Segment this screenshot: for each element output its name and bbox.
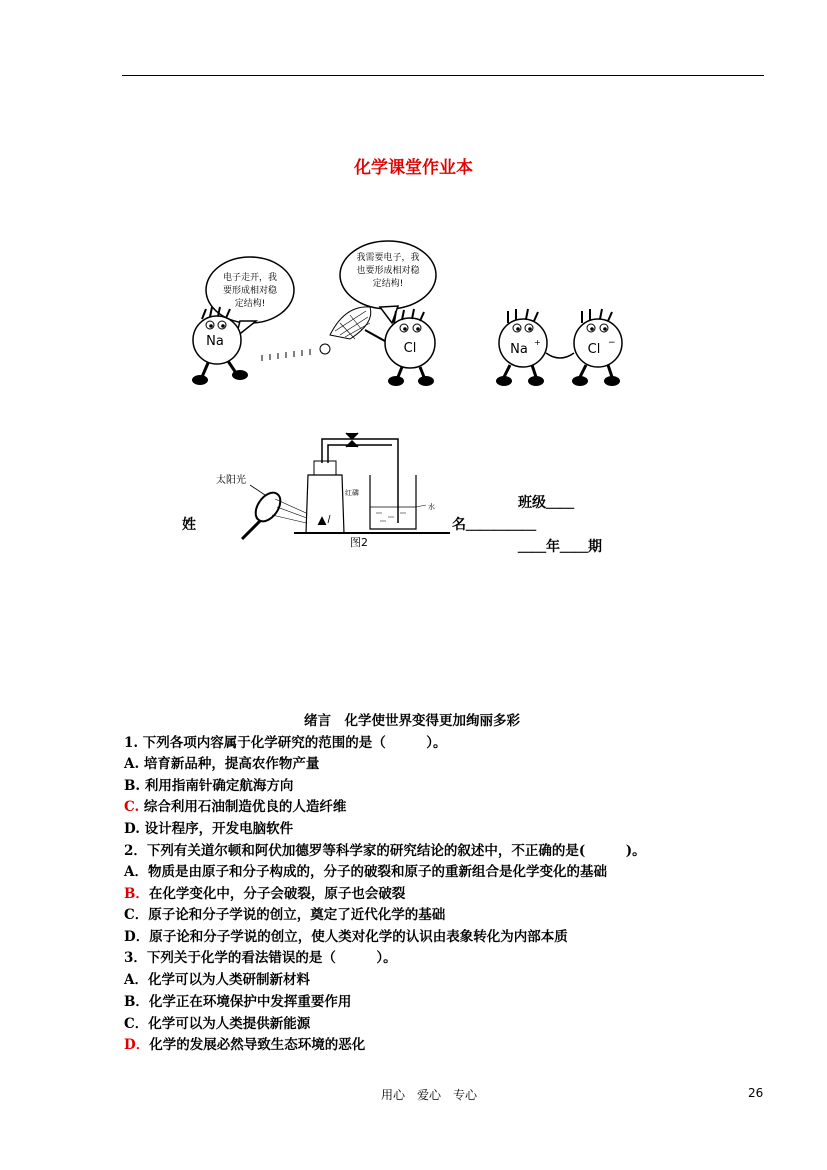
- ion-cartoon-illustration: [170, 235, 640, 395]
- flask-icon: [306, 461, 344, 533]
- ion-na-label: Na: [510, 342, 528, 357]
- option-row[interactable]: [124, 1012, 310, 1032]
- option-row[interactable]: [124, 968, 310, 988]
- atom-cl-label: Cl: [403, 341, 417, 356]
- option-row[interactable]: [124, 990, 351, 1010]
- surname-label: 姓: [182, 517, 196, 533]
- phosphorus-label: 红磷: [345, 489, 359, 497]
- sun-label: 太阳光: [216, 475, 246, 486]
- option-row[interactable]: [124, 1033, 365, 1053]
- holding-hands: [546, 353, 574, 358]
- bubble-na-line: 电子走开，我: [222, 273, 278, 283]
- question-stem: 1. 下列各项内容属于化学研究的范围的是（ ）。: [124, 735, 447, 751]
- option-text: 化学正在环境保护中发挥重要作用: [148, 994, 352, 1010]
- magnifying-glass-icon: [242, 488, 285, 539]
- option-letter: C．: [124, 907, 149, 923]
- option-row[interactable]: [124, 925, 568, 945]
- option-row[interactable]: [124, 774, 293, 794]
- name-field[interactable]: 名＿＿＿＿＿: [452, 517, 536, 533]
- option-row[interactable]: [124, 752, 319, 772]
- answer-letter: B．: [124, 886, 149, 902]
- water-label: 水: [428, 503, 435, 511]
- question-stem: 2．下列有关道尔顿和阿伏加德罗等科学家的研究结论的叙述中，不正确的是( )。: [124, 843, 646, 859]
- answer-letter: C.: [124, 799, 140, 815]
- option-text: 物质是由原子和分子构成的，分子的破裂和原子的重新组合是化学变化的基础: [147, 864, 607, 880]
- option-row[interactable]: [124, 795, 346, 815]
- option-text: 在化学变化中，分子会破裂，原子也会破裂: [148, 886, 406, 902]
- bubble-na-line: 定结构!: [234, 299, 266, 309]
- figure-caption: 图2: [350, 536, 368, 549]
- date-field[interactable]: ＿＿年＿＿期: [518, 539, 602, 555]
- section-heading: 绪言 化学使世界变得更加绚丽多彩: [304, 713, 520, 729]
- ion-na-charge: +: [534, 338, 541, 347]
- bubble-cl-line: 也要形成相对稳: [356, 266, 420, 276]
- bubble-cl-line: 定结构!: [372, 279, 404, 289]
- beaker-icon: [370, 475, 416, 529]
- page-number: 26: [748, 1086, 764, 1100]
- option-letter: B.: [124, 778, 141, 794]
- class-field[interactable]: 班级＿＿: [518, 495, 574, 511]
- option-text: 原子论和分子学说的创立，使人类对化学的认识由表象转化为内部本质: [149, 929, 568, 945]
- page-title: 化学课堂作业本: [354, 158, 473, 178]
- bubble-cl-line: 我需要电子，我: [356, 253, 420, 263]
- ion-cl-label: Cl: [587, 342, 601, 357]
- electron-trail: [262, 344, 330, 361]
- answer-letter: D．: [124, 1037, 150, 1053]
- option-text: 化学可以为人类研制新材料: [147, 972, 310, 988]
- question-stem: 3．下列关于化学的看法错误的是（ ）。: [124, 950, 397, 966]
- option-text: 培育新品种，提高农作物产量: [139, 756, 320, 772]
- header-rule: [122, 75, 764, 76]
- option-row[interactable]: [124, 903, 445, 923]
- option-text: 利用指南针确定航海方向: [140, 778, 294, 794]
- option-letter: D．: [124, 929, 150, 945]
- option-text: 综合利用石油制造优良的人造纤维: [139, 799, 347, 815]
- clamp-icon: [346, 433, 358, 447]
- option-letter: A.: [124, 756, 140, 772]
- ion-cl-charge: −: [608, 338, 616, 348]
- cl-ion-character: [572, 309, 622, 386]
- option-letter: D.: [124, 821, 140, 837]
- apparatus-diagram: [210, 425, 455, 555]
- option-text: 化学的发展必然导致生态环境的恶化: [149, 1037, 366, 1053]
- option-text: 原子论和分子学说的创立，奠定了近代化学的基础: [148, 907, 446, 923]
- option-row[interactable]: [124, 817, 293, 837]
- footer-motto: 用心 爱心 专心: [381, 1088, 478, 1102]
- option-letter: A．: [124, 972, 148, 988]
- option-text: 设计程序，开发电脑软件: [139, 821, 294, 837]
- net-icon: [330, 307, 392, 345]
- atom-na-label: Na: [206, 334, 224, 349]
- option-text: 化学可以为人类提供新能源: [148, 1016, 311, 1032]
- option-letter: B．: [124, 994, 149, 1010]
- option-letter: C．: [124, 1016, 149, 1032]
- option-letter: A．: [124, 864, 148, 880]
- na-ion-character: [496, 309, 547, 386]
- bubble-na-line: 要形成相对稳: [222, 286, 278, 296]
- option-row[interactable]: [124, 860, 607, 880]
- option-row[interactable]: [124, 882, 405, 902]
